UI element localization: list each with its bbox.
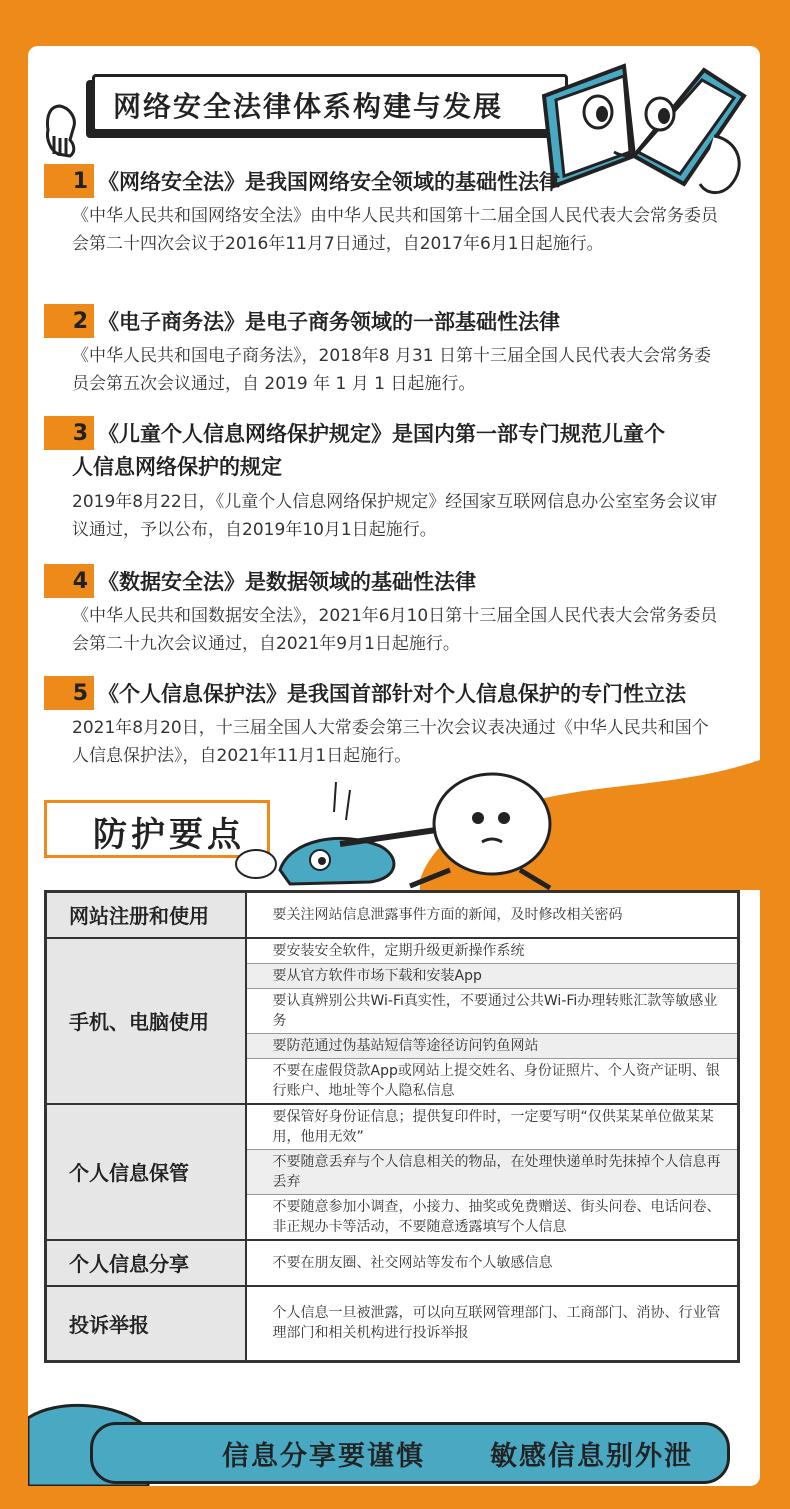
tips-cell <box>246 892 739 938</box>
tip-item: 要保管好身份证信息；提供复印件时，一定要写明“仅供某某单位做某某用，他用无效” <box>247 1105 738 1150</box>
law-item-5 <box>0 676 790 770</box>
tip-item: 不要随意参加小调查，小接力、抽奖或免费赠送、街头问卷、电话问卷、非正规办卡等活动，不要随意透露填写个人信息 <box>272 1198 721 1235</box>
number-badge: 4 <box>44 564 94 598</box>
law-title: 《网络安全法》是我国网络安全领域的基础性法律 <box>98 170 560 194</box>
law-item-1 <box>0 164 790 258</box>
law-description: 《中华人民共和国数据安全法》，2021年6月10日第十三届全国人民代表大会常务委员会第二十九次会议通过，自2021年9月1日起施行。 <box>72 606 718 654</box>
tips-cell <box>246 938 739 1104</box>
tip-item: 要关注网站信息泄露事件方面的新闻，及时修改相关密码 <box>272 906 623 923</box>
number-badge: 5 <box>44 676 94 710</box>
tips-cell <box>246 1286 739 1362</box>
tip-item: 要防范通过伪基站短信等途径访问钓鱼网站 <box>247 1034 738 1059</box>
page-title: 网络安全法律体系构建与发展 <box>113 90 504 123</box>
table-row <box>46 938 739 1104</box>
category-cell: 网站注册和使用 <box>46 892 246 938</box>
tip-item: 不要在虚假贷款App或网站上提交姓名、身份证照片、个人资产证明、银行账户、地址等个人隐私信息 <box>272 1062 720 1099</box>
number-badge: 1 <box>44 164 94 198</box>
law-title-continued: 人信息网络保护的规定 <box>72 455 282 479</box>
law-title: 《电子商务法》是电子商务领域的一部基础性法律 <box>98 310 560 334</box>
law-description: 《中华人民共和国网络安全法》由中华人民共和国第十二届全国人民代表大会常务委员会第二十四次会议于2016年11月7日通过，自2017年6月1日起施行。 <box>72 206 718 254</box>
section-title-banner <box>92 74 568 132</box>
table-row <box>46 1286 739 1362</box>
tip-item: 个人信息一旦被泄露，可以向互联网管理部门、工商部门、消协、行业管理部门和相关机构进行投诉举报 <box>272 1305 721 1342</box>
law-item-3 <box>0 416 790 544</box>
protection-table <box>44 890 740 1363</box>
table-row <box>46 1104 739 1240</box>
law-item-4 <box>0 564 790 658</box>
footer-slogan-2: 敏感信息别外泄 <box>490 1441 693 1472</box>
category-cell: 个人信息分享 <box>46 1240 246 1286</box>
law-title: 《数据安全法》是数据领域的基础性法律 <box>98 570 476 594</box>
number-badge: 2 <box>44 304 94 338</box>
tips-cell <box>246 1104 739 1240</box>
tip-item: 要认真辨别公共Wi-Fi真实性，不要通过公共Wi-Fi办理转账汇款等敏感业务 <box>247 989 738 1034</box>
table-row <box>46 892 739 938</box>
law-item-2 <box>0 304 790 398</box>
cartoon-fight-illustration <box>220 760 580 890</box>
law-description: 《中华人民共和国电子商务法》，2018年8 月31 日第十三届全国人民代表大会常务委员会第五次会议通过，自 2019 年 1 月 1 日起施行。 <box>72 346 712 394</box>
tip-item: 要从官方软件市场下载和安装App <box>247 964 738 989</box>
law-title: 《儿童个人信息网络保护规定》是国内第一部专门规范儿童个 <box>98 422 665 446</box>
tip-item: 不要随意丢弃与个人信息相关的物品，在处理快递单时先抹掉个人信息再丢弃 <box>247 1150 738 1195</box>
law-description: 2019年8月22日，《儿童个人信息网络保护规定》经国家互联网信息办公室室务会议审议通过，予以公布，自2019年10月1日起施行。 <box>72 492 718 540</box>
law-description: 2021年8月20日，十三届全国人大常委会第三十次会议表决通过《中华人民共和国个人信息保护法》，自2021年11月1日起施行。 <box>72 718 709 766</box>
tip-item: 要安装安全软件，定期升级更新操作系统 <box>247 939 738 964</box>
category-cell: 手机、电脑使用 <box>46 938 246 1104</box>
table-row <box>46 1240 739 1286</box>
protection-title: 防护要点 <box>93 815 245 855</box>
category-cell: 投诉举报 <box>46 1286 246 1362</box>
category-cell: 个人信息保管 <box>46 1104 246 1240</box>
number-badge: 3 <box>44 416 94 450</box>
law-title: 《个人信息保护法》是我国首部针对个人信息保护的专门性立法 <box>98 682 686 706</box>
tips-cell <box>246 1240 739 1286</box>
footer-slogan-1: 信息分享要谨慎 <box>222 1441 425 1472</box>
tip-item: 不要在朋友圈、社交网站等发布个人敏感信息 <box>272 1254 553 1271</box>
